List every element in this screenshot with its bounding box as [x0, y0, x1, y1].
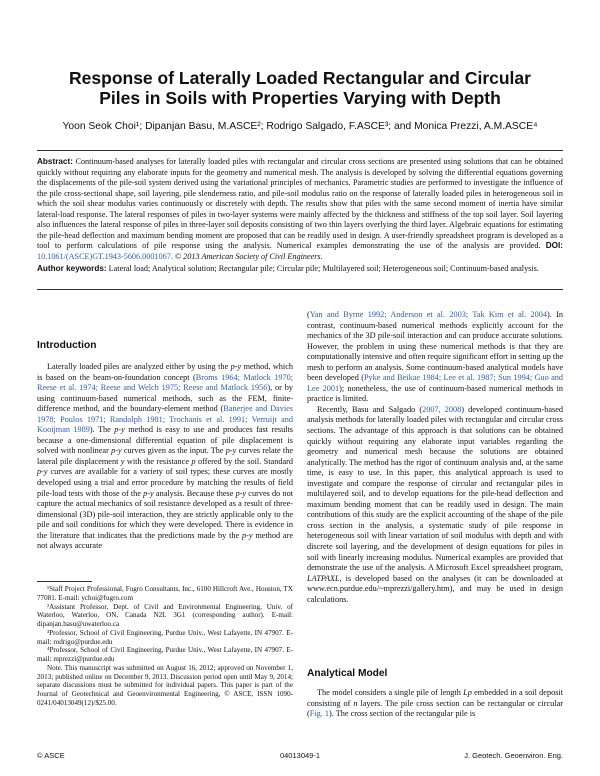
keywords-block — [37, 264, 563, 275]
citation-link[interactable]: Pyke and Beikae 1984; Lee et al. 1987; Sun 1994; Guo and Lee 2001 — [307, 373, 563, 393]
text-run: ) developed continuum-based analysis methods for laterally loaded piles with rectangular and circular cross sections. The advantage of this approach is that solutions can be obtained quickly without requiring any elaborate input variables regarding the geometry and numerical mesh because the solutions are obtained analytically. The method has the rigor of continuum analysis and, at the same time, is easy to use. In this paper, this analytical approach is used to investigate and compare the response of circular and rectangular piles in multilayered soil, and to develop equations for the pile-head deflection and maximum bending moment that can be readily used in design. The main contributions of this study are the explicit accounting of the shape of the pile cross section in the analysis, a systematic study of pile response in heterogeneous soil with linear variation of soil modulus with depth and with discrete soil layering, and the development of design equations for piles in soil with linearly increasing modulus. Numerical examples are provided that demonstrate the use of the analysis. A Microsoft Excel spreadsheet program, — [307, 404, 563, 573]
italic-term: p-y — [111, 446, 122, 456]
italic-term: p-y — [225, 446, 237, 456]
abstract-divider — [37, 289, 563, 290]
italic-term: p — [191, 456, 196, 466]
text-run: ), or by using continuum-based numerical methods, such as the FEM, finite-difference method, and the boundary-element method ( — [37, 383, 293, 414]
analytical-model-heading: Analytical Model — [307, 668, 388, 679]
doi-label: DOI: — [545, 241, 563, 251]
italic-term: p-y — [230, 362, 242, 371]
italic-term: p-y — [114, 425, 125, 435]
text-run: method is easy to use and produces fast results because a one-dimensional differential equation of pile displacement is solved with nonlinear — [37, 425, 294, 456]
citation-link[interactable]: 2007, 2008 — [422, 404, 462, 414]
title-line-2: Piles in Soils with Properties Varying with Depth — [99, 88, 501, 108]
keywords-label: Author keywords: — [37, 264, 107, 273]
text-run: ). The — [89, 425, 115, 435]
footnote-2: ²Assistant Professor, Dept. of Civil and Environmental Engineering, Univ. of Waterloo, Waterloo, ON, Canada N2L 3G1 (corresponding author). E-mail: dipanjan.basu@uwaterloo.ca — [37, 602, 293, 628]
introduction-heading: Introduction — [37, 340, 97, 351]
text-run: analysis. Because these — [153, 488, 236, 498]
text-run: embedded in a soil deposit consisting of — [307, 688, 564, 708]
text-run: Laterally loaded piles are analyzed either by using the — [47, 362, 231, 371]
text-run: curves do not capture the actual mechanics of soil resistance developed as a result of three-dimensional (3D) pile-soil interaction, they are strictly applicable only to the pile and soil conditions for which they were developed. There is evidence in the literature that indicates that the predictions made by the — [37, 488, 294, 540]
italic-term: p-y — [37, 467, 48, 477]
introduction-continued-paragraph — [307, 310, 563, 405]
footer-journal: J. Geotech. Geoenviron. Eng. — [464, 751, 563, 760]
italic-term: n — [353, 698, 358, 708]
right-column-text — [307, 310, 563, 605]
italic-term: LATPAXL — [307, 573, 340, 583]
text-run: ); nonetheless, the use of continuum-based numerical methods in practice is limited. — [307, 383, 563, 404]
citation-link[interactable]: Banerjee and Davies 1978; Poulos 1971; Randolph 1981; Trochanis et al. 1991; Verruijt and Kooijman 1989 — [37, 404, 293, 435]
citation-link[interactable]: Broms 1964; Matlock 1970; Reese et al. 1974; Reese and Welch 1975; Reese and Matlock 1956 — [37, 372, 293, 393]
text-run: curves relate the lateral pile displacement — [37, 446, 293, 466]
text-run: layers. The pile cross section can be rectangular or circular ( — [307, 698, 563, 719]
text-run: ( — [307, 310, 310, 319]
keywords-text: Lateral load; Analytical solution; Rectangular pile; Circular pile; Multilayered soil; Heterogeneous soil; Continuum-based analysis. — [108, 264, 539, 273]
paper-title — [40, 68, 560, 108]
abstract-label: Abstract: — [37, 157, 73, 166]
text-run: with the resistance — [124, 456, 192, 466]
italic-term: y — [120, 456, 125, 466]
footer-page-number: 04013049-1 — [279, 751, 321, 760]
text-run: ). The cross section of the rectangular pile is — [329, 709, 476, 719]
abstract-text: Continuum-based analyses for laterally loaded piles with rectangular and circular cross sections are presented using solutions that can be obtained quickly without requiring any elaborate inputs for the geometry and numerical mesh. The analysis is developed by solving the differential equations governing the displacements of the pile-soil system derived using the variational principles of mechanics. Parametric studies are performed to investigate the influence of the pile cross-sectional shape, soil layering, pile slenderness ratio, and pile-soil modulus ratio on the response of laterally loaded piles in heterogeneous soil in which the soil shear modulus varies continuously or discretely with depth. The results show that piles with the same second moment of inertia have similar lateral-load response. The lateral responses of piles in two-layer systems were mainly affected by the thickness and stiffness of the top soil layer. Soil layering also influences the lateral response of piles in three-layer soil deposits consisting of two thin layers overlying the third layer. Algebraic equations for estimating the pile-head deflection and maximum bending moment are proposed that can be readily used in design. A user-friendly spreadsheet program is developed as a tool to perform calculations of pile response using the analysis. Numerical examples demonstrating the use of the analysis are provided. — [37, 157, 564, 251]
author-list: Yoon Seok Choi¹; Dipanjan Basu, M.ASCE²; Rodrigo Salgado, F.ASCE³; and Monica Prezzi, A.M.ASCE⁴ — [62, 121, 538, 132]
italic-term: Lp — [463, 688, 472, 697]
manuscript-note: Note. This manuscript was submitted on August 16, 2012; approved on November 1, 2013; published online on December 9, 2013. Discussion period open until May 9, 2014; separate discussions must be submitted for individual papers. This paper is part of the Journal of Geotechnical and Geoenvironmental Engineering, © ASCE, ISSN 1090-0241/04013049(12)/$25.00. — [37, 663, 293, 707]
italic-term: p-y — [235, 488, 247, 498]
italic-term: p-y — [242, 530, 253, 540]
abstract-block — [37, 157, 563, 262]
text-run: ). In contrast, continuum-based numerical methods explicitly account for the mechanics of the 3D pile-soil interaction and can produce accurate solutions. However, the problem in using these numerical methods is that they are computationally intensive and often require significant effort in setting up the mesh to perform an analysis. Some continuum-based analytical models have been developed ( — [307, 310, 563, 383]
text-run: Recently, Basu and Salgado ( — [317, 404, 423, 414]
top-divider — [37, 150, 563, 151]
left-column-text — [37, 362, 293, 552]
text-run: curves are available for a variety of soil types; these curves are mostly developed using a trial and error procedure by matching the results of field pile-load tests with those of the — [37, 467, 293, 498]
introduction-paragraph — [37, 362, 293, 552]
citation-link[interactable]: Fig. 1 — [309, 709, 330, 719]
text-run: The model considers a single pile of length — [317, 688, 464, 697]
copyright-notice: © 2013 American Society of Civil Engineers. — [174, 251, 323, 261]
doi-link[interactable]: 10.1061/(ASCE)GT.1943-5606.0001067. — [37, 251, 173, 261]
footnote-1: ¹Staff Project Professional, Fugro Consultants, Inc., 6100 Hillcroft Ave., Houston, TX 77081. E-mail: ychoi@fugro.com — [37, 585, 293, 602]
footnote-3: ³Professor, School of Civil Engineering, Purdue Univ., West Lafayette, IN 47907. E-mail: rodrigo@purdue.edu — [37, 628, 293, 646]
footnote-4: ⁴Professor, School of Civil Engineering, Purdue Univ., West Lafayette, IN 47907. E-mail: mprezzi@purdue.edu — [37, 646, 293, 663]
footnote-divider — [37, 581, 92, 582]
citation-link[interactable]: Yan and Byrne 1992; Anderson et al. 2003; Tak Kim et al. 2004 — [309, 310, 547, 319]
analytical-model-text — [307, 688, 563, 720]
basu-salgado-paragraph — [307, 405, 563, 605]
text-run: offered by the soil. Standard — [195, 456, 293, 466]
text-run: , is developed based on the analyses (it can be downloaded at www.ecn.purdue.edu/~mprezzi/gallery.htm), and may be used in design calculations. — [307, 573, 563, 604]
text-run: method, which is based on the beam-on-foundation concept ( — [37, 362, 293, 382]
italic-term: p-y — [143, 488, 154, 498]
analytical-model-paragraph — [307, 688, 563, 720]
title-line-1: Response of Laterally Loaded Rectangular and Circular — [69, 68, 531, 88]
text-run: method are not always accurate — [37, 530, 293, 551]
footer-copyright: © ASCE — [37, 751, 65, 760]
footnotes — [37, 585, 293, 708]
text-run: curves given as the input. The — [121, 446, 226, 456]
